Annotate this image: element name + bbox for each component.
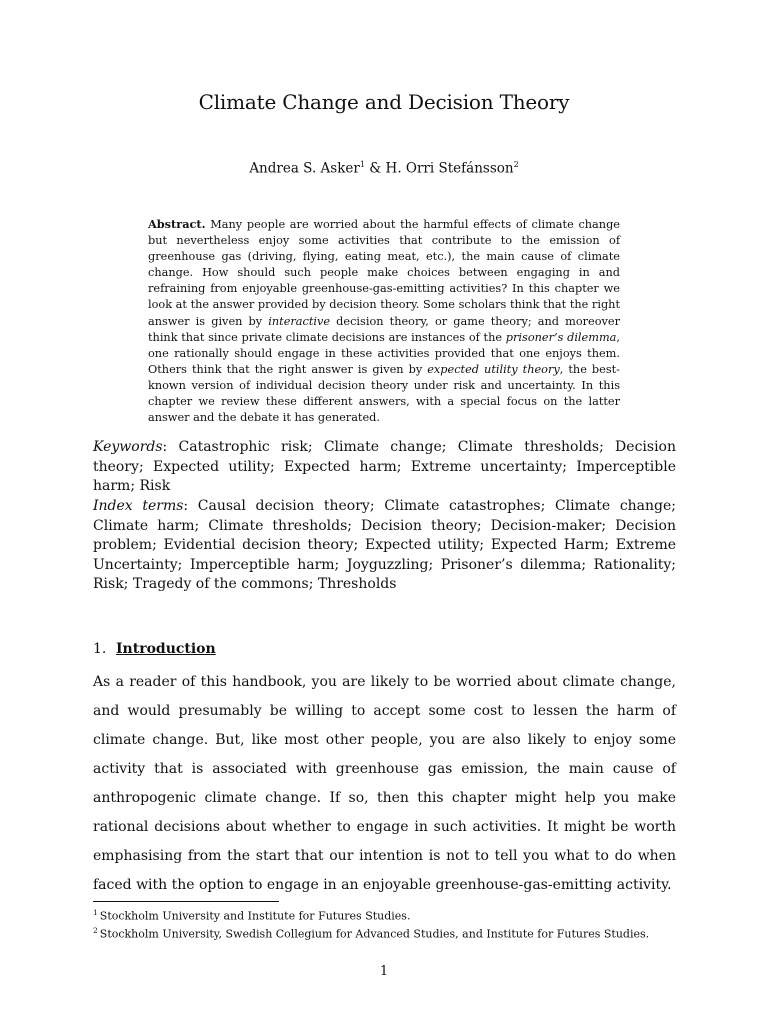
section-heading bbox=[93, 641, 216, 657]
footnote-text: Stockholm University, Swedish Collegium for Advanced Studies, and Institute for Futures Studies. bbox=[99, 927, 650, 941]
footnote-number: 1 bbox=[93, 908, 98, 917]
abstract-text: decision theory, or game theory; and moreover think that since private climate decisions are instances of the bbox=[148, 314, 620, 344]
abstract-emphasis: interactive bbox=[268, 314, 331, 328]
author-name: Andrea S. Asker bbox=[249, 160, 360, 177]
footnote-marker[interactable]: 2 bbox=[513, 160, 519, 169]
footnotes bbox=[93, 906, 693, 942]
keywords-text: : Catastrophic risk; Climate change; Climate thresholds; Decision theory; Expected utility; Expected harm; Extreme uncertainty; Imperceptible harm; Risk bbox=[93, 439, 676, 494]
footnote-number: 2 bbox=[93, 926, 98, 936]
keywords bbox=[93, 438, 676, 497]
abstract-label: Abstract. bbox=[148, 217, 206, 231]
footnote-text: Stockholm University and Institute for Futures Studies. bbox=[99, 909, 411, 923]
footnote-divider bbox=[93, 901, 279, 902]
section-title: Introduction bbox=[116, 641, 216, 657]
index-terms bbox=[93, 497, 676, 595]
abstract bbox=[148, 216, 620, 426]
index-terms-label: Index terms bbox=[93, 498, 184, 514]
page-number: 1 bbox=[379, 964, 389, 979]
abstract-text: Many people are worried about the harmful effects of climate change but nevertheless enjoy some activities that contribute to the emission of greenhouse gas (driving, flying, eating meat, etc.), the main cause of climate change. How should such people make choices between engaging in and refraining from enjoyable greenhouse-gas-emitting activities? In this chapter we look at the answer provided by decision theory. Some scholars think that the right answer is given by bbox=[148, 218, 620, 328]
author-name: H. Orri Stefánsson bbox=[385, 160, 514, 177]
abstract-emphasis: expected utility theory bbox=[427, 362, 560, 376]
paper-title: Climate Change and Decision Theory bbox=[198, 90, 570, 114]
author-line bbox=[0, 160, 768, 177]
section-number: 1. bbox=[93, 641, 107, 657]
abstract-text: , the best-known version of individual decision theory under risk and uncertainty. In this chapter we review these different answers, with a special focus on the latter answer and the debate it has generated. bbox=[148, 362, 620, 425]
abstract-emphasis: prisoner’s dilemma bbox=[505, 330, 617, 344]
author-separator: & bbox=[364, 160, 386, 177]
footnote bbox=[93, 924, 693, 942]
keywords-label: Keywords bbox=[93, 439, 163, 455]
footnote-marker[interactable]: 1 bbox=[359, 160, 365, 169]
index-terms-text: : Causal decision theory; Climate catastrophes; Climate change; Climate harm; Climate thresholds; Decision theory; Decision-maker; Decision problem; Evidential decision theory; Expected utility; Expected Harm; Extreme Uncertainty; Imperceptible harm; Joyguzzling; Prisoner’s dilemma; Rationality; Risk; Tragedy of the commons; Thresholds bbox=[93, 498, 676, 592]
footnote bbox=[93, 906, 693, 924]
abstract-text: , one rationally should engage in these activities provided that one enjoys them. Others think that the right answer is given by bbox=[148, 330, 620, 376]
introduction-paragraph: As a reader of this handbook, you are likely to be worried about climate change, and would presumably be willing to accept some cost to lessen the harm of climate change. But, like most other people, you are also likely to enjoy some activity that is associated with greenhouse gas emission, the main cause of anthropogenic climate change. If so, then this chapter might help you make rational decisions about whether to engage in such activities. It might be worth emphasising from the start that our intention is not to tell you what to do when faced with the option to engage in an enjoyable greenhouse-gas-emitting activity. bbox=[93, 674, 676, 893]
